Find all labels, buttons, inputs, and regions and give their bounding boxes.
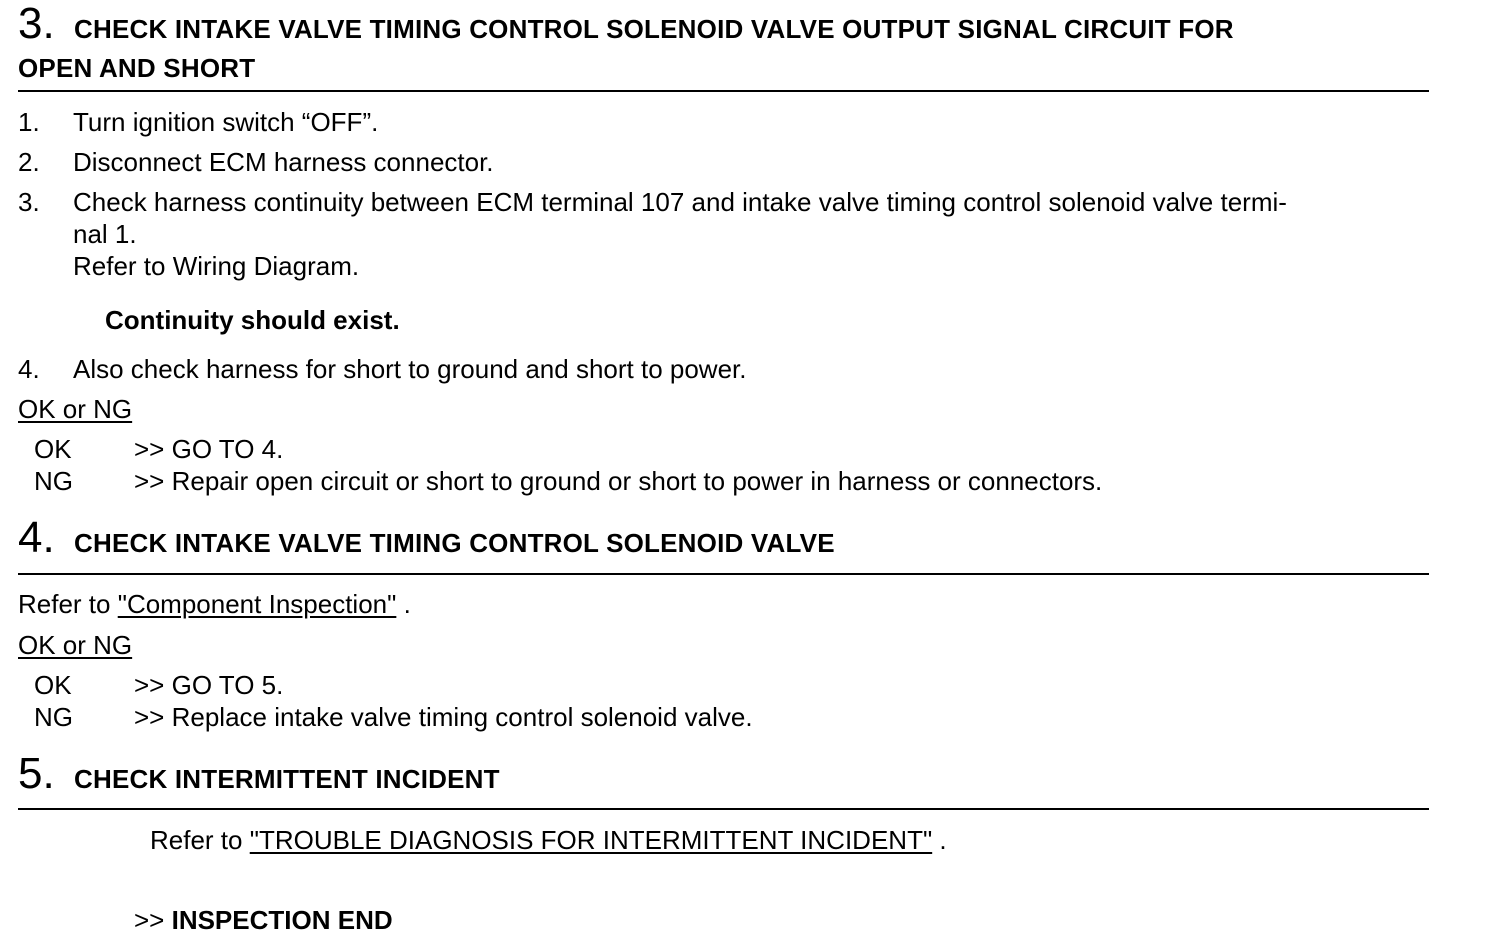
continuity-spec: Continuity should exist.	[105, 305, 400, 335]
inspection-end-label: INSPECTION END	[171, 905, 393, 935]
trouble-diagnosis-link[interactable]: "TROUBLE DIAGNOSIS FOR INTERMITTENT INCIDENT"	[249, 825, 933, 855]
inspection-end-prefix: >>	[134, 905, 172, 935]
step-4-refer-prefix: Refer to	[18, 589, 118, 619]
step-4-refer-suffix: .	[396, 589, 411, 619]
step-5-divider	[18, 808, 1429, 810]
step-5-refer-suffix: .	[932, 825, 947, 855]
step-3-item-3-wiring-reference: Refer to Wiring Diagram.	[73, 251, 360, 281]
step-4-refer-line	[18, 589, 411, 619]
step-3-item-3-text: Check harness continuity between ECM terminal 107 and intake valve timing control solenoid valve termi-	[73, 187, 1287, 217]
step-4-ok-label: OK	[34, 670, 72, 700]
step-4-title: CHECK INTAKE VALVE TIMING CONTROL SOLENOID VALVE	[74, 528, 835, 558]
step-3-item-2-text: Disconnect ECM harness connector.	[73, 147, 494, 177]
step-3-ok-action: >> GO TO 4.	[134, 434, 284, 464]
inspection-end	[134, 905, 393, 935]
step-3-ng-label: NG	[34, 466, 73, 496]
step-5-title: CHECK INTERMITTENT INCIDENT	[74, 764, 500, 794]
step-3-title-line-1: CHECK INTAKE VALVE TIMING CONTROL SOLENOID VALVE OUTPUT SIGNAL CIRCUIT FOR	[74, 14, 1234, 44]
step-3-item-3-number: 3.	[18, 187, 40, 217]
component-inspection-link[interactable]: "Component Inspection"	[117, 589, 397, 619]
step-3-item-2-number: 2.	[18, 147, 40, 177]
step-3-divider	[18, 90, 1429, 92]
step-4-ok-ng-heading: OK or NG	[18, 630, 133, 660]
step-5-refer-prefix: Refer to	[150, 825, 250, 855]
step-3-number: 3.	[18, 0, 55, 48]
step-4-ng-label: NG	[34, 702, 73, 732]
step-3-ok-ng-heading: OK or NG	[18, 394, 133, 424]
step-3-item-1-number: 1.	[18, 107, 40, 137]
step-3-item-3-text-continued: nal 1.	[73, 219, 137, 249]
step-5-number: 5.	[18, 749, 55, 798]
step-4-divider	[18, 573, 1429, 575]
step-3-title-line-2: OPEN AND SHORT	[18, 53, 256, 83]
step-3-ok-label: OK	[34, 434, 72, 464]
step-4-number: 4.	[18, 513, 55, 562]
step-3-item-4-text: Also check harness for short to ground and short to power.	[73, 354, 747, 384]
step-4-ng-action: >> Replace intake valve timing control solenoid valve.	[134, 702, 753, 732]
step-3-item-1-text: Turn ignition switch “OFF”.	[73, 107, 379, 137]
step-4-ok-action: >> GO TO 5.	[134, 670, 284, 700]
step-5-refer-line	[150, 825, 947, 855]
step-3-item-4-number: 4.	[18, 354, 40, 384]
step-3-ng-action: >> Repair open circuit or short to ground or short to power in harness or connectors.	[134, 466, 1103, 496]
